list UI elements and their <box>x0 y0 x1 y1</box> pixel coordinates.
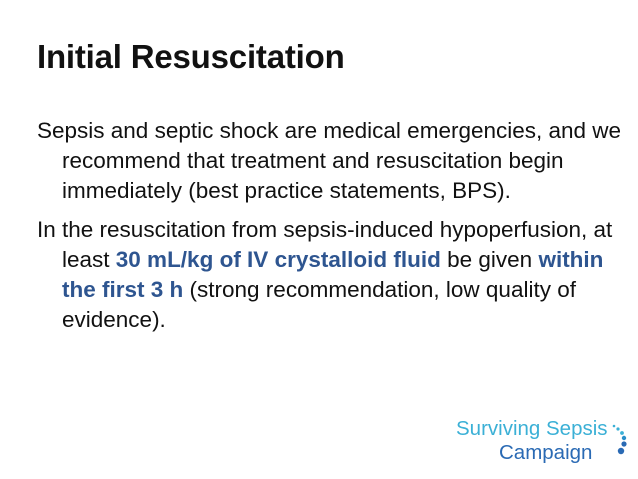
fluid-volume-highlight: 30 mL/kg of IV crystalloid fluid <box>115 247 441 272</box>
paragraph-fluid-resuscitation <box>37 215 627 335</box>
logo-text-campaign: Campaign <box>499 441 593 464</box>
paragraph-sepsis-emergency: Sepsis and septic shock are medical emergencies, and we recommend that treatment and resuscitation begin immediately (best practice statements, BPS). <box>37 118 622 203</box>
slide-body <box>37 116 627 344</box>
surviving-sepsis-campaign-logo <box>456 417 632 469</box>
fluid-text-part3: (strong recommendation, low quality of evidence). <box>62 277 576 332</box>
logo-dots-icon <box>456 417 632 469</box>
slide-title: Initial Resuscitation <box>37 38 345 75</box>
fluid-timing-highlight: within the first 3 h <box>62 247 604 302</box>
fluid-text-part2: be given <box>440 247 539 272</box>
fluid-text-part1: In the resuscitation from sepsis-induced hypoperfusion, at least <box>37 217 613 272</box>
logo-text-surviving-sepsis: Surviving Sepsis <box>456 417 608 440</box>
